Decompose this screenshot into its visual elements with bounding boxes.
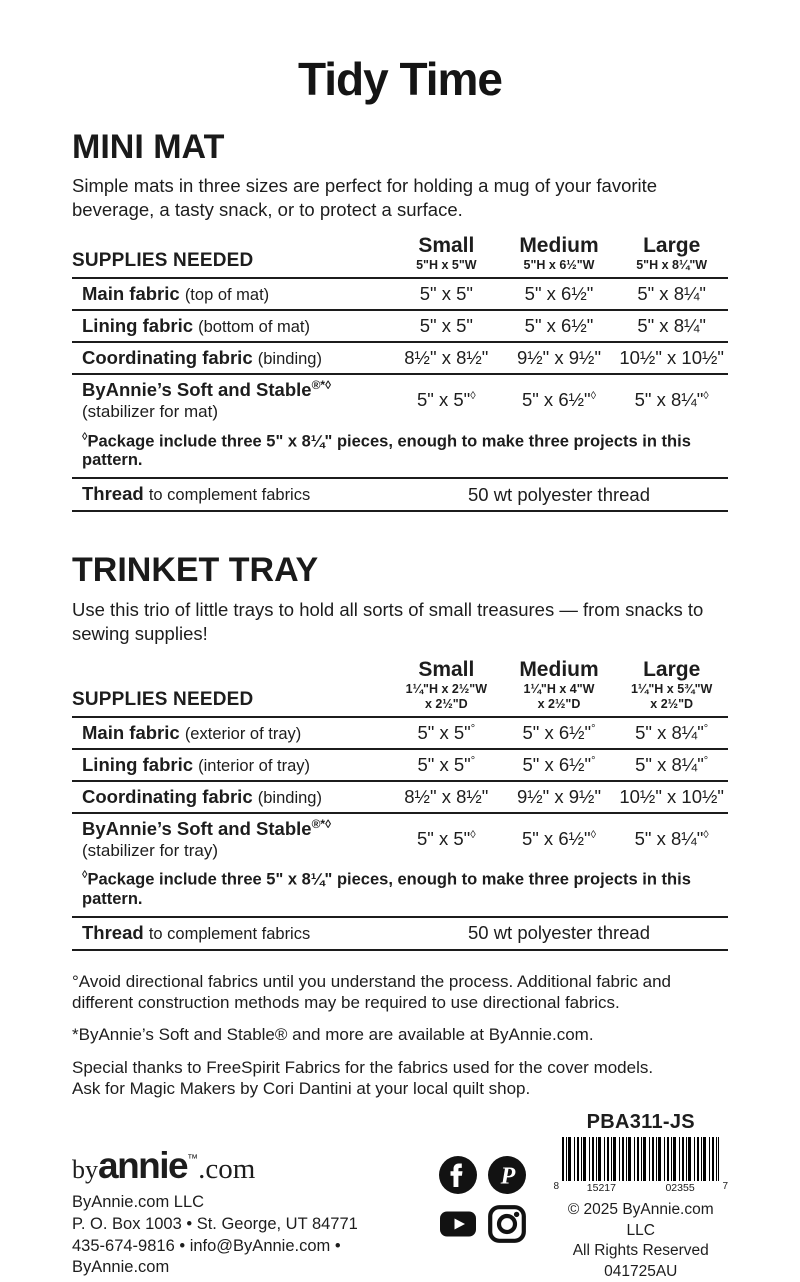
page-title: Tidy Time xyxy=(297,53,503,105)
company-name: ByAnnie.com LLC xyxy=(72,1192,205,1211)
footer xyxy=(72,1111,728,1282)
table-row-main-fabric: Main fabric (exterior of tray) 5" x 5"° 5" x 6½"° 5" x 8¼"° xyxy=(72,716,728,748)
youtube-icon xyxy=(438,1204,478,1244)
barcode-digit-right: 7 xyxy=(722,1181,728,1193)
mini-mat-description: Simple mats in three sizes are perfect for holding a mug of your favorite beverage, a tasty snack, or to protect a surface. xyxy=(72,174,658,221)
byannie-logo: byannie™.com xyxy=(72,1144,256,1186)
trinket-tray-supplies-table xyxy=(72,658,728,951)
copyright-line: © 2025 ByAnnie.com LLC xyxy=(567,1201,714,1239)
company-phone-email: 435-674-9816 • info@ByAnnie.com • ByAnnie.com xyxy=(72,1236,341,1277)
svg-text:P: P xyxy=(501,1163,516,1190)
column-header-medium: Medium 5"H x 6½"W xyxy=(519,234,599,273)
table-row-lining-fabric: Lining fabric (bottom of mat) 5" x 5" 5" x 6½" 5" x 8¼" xyxy=(72,309,728,341)
upc-barcode: 8 15217 02355 7 xyxy=(553,1137,728,1194)
table-row-coordinating-fabric: Coordinating fabric (binding) 8½" x 8½" 9½" x 9½" 10½" x 10½" xyxy=(72,780,728,812)
table-row-lining-fabric: Lining fabric (interior of tray) 5" x 5"° 5" x 6½"° 5" x 8¼"° xyxy=(72,748,728,780)
barcode-digit-left: 8 xyxy=(553,1181,560,1193)
footnote-availability: *ByAnnie’s Soft and Stable® and more are available at ByAnnie.com. xyxy=(72,1025,594,1045)
rights-line: All Rights Reserved xyxy=(572,1242,709,1260)
column-header-large: Large 5"H x 8¼"W xyxy=(636,234,708,273)
supplies-needed-label: SUPPLIES NEEDED xyxy=(72,688,254,710)
column-header-medium: Medium 1¼"H x 4"W x 2½"D xyxy=(519,657,599,711)
table-row-thread: Thread to complement fabrics 50 wt polyester thread xyxy=(72,916,728,951)
table-row-main-fabric: Main fabric (top of mat) 5" x 5" 5" x 6½" 5" x 8¼" xyxy=(72,277,728,309)
table-header-row xyxy=(72,234,728,277)
trinket-tray-description: Use this trio of little trays to hold all sorts of small treasures — from snacks to sewing supplies! xyxy=(72,598,704,644)
section-trinket-tray xyxy=(72,552,728,951)
column-header-large: Large 1¼"H x 5¾"W x 2½"D xyxy=(630,657,713,711)
print-code: 041725AU xyxy=(604,1262,678,1280)
table-row-soft-and-stable: ByAnnie’s Soft and Stable®*◊ (stabilizer for mat) 5" x 5"◊ 5" x 6½"◊ 5" x 8¼"◊ xyxy=(72,373,728,426)
mini-mat-heading: MINI MAT xyxy=(72,127,225,166)
barcode-bars xyxy=(562,1137,719,1181)
column-header-small: Small 5"H x 5"W xyxy=(416,234,477,273)
footnote-thanks: Special thanks to FreeSpirit Fabrics for the fabrics used for the cover models. Ask for Magic Makers by Cori Dantini at your local quilt shop. xyxy=(72,1057,654,1099)
table-header-row xyxy=(72,658,728,716)
company-address: P. O. Box 1003 • St. George, UT 84771 xyxy=(72,1214,358,1233)
package-note: ◊Package include three 5" x 8¼" pieces, enough to make three projects in this pattern. xyxy=(82,430,691,470)
table-row-soft-and-stable: ByAnnie’s Soft and Stable®*◊ (stabilizer for tray) 5" x 5"◊ 5" x 6½"◊ 5" x 8¼"◊ xyxy=(72,812,728,865)
package-note: ◊Package include three 5" x 8¼" pieces, enough to make three projects in this pattern. xyxy=(82,869,691,908)
copyright-block xyxy=(553,1200,728,1282)
social-icons xyxy=(438,1111,527,1244)
instagram-icon xyxy=(487,1204,527,1244)
supplies-needed-label: SUPPLIES NEEDED xyxy=(72,250,254,272)
product-id-block xyxy=(553,1111,728,1282)
publisher-block xyxy=(72,1111,406,1280)
pattern-sku: PBA311-JS xyxy=(586,1110,695,1133)
trinket-tray-heading: TRINKET TRAY xyxy=(72,551,319,590)
table-row-coordinating-fabric: Coordinating fabric (binding) 8½" x 8½" 9½" x 9½" 10½" x 10½" xyxy=(72,341,728,373)
footnotes xyxy=(72,971,728,1100)
column-header-small: Small 1¼"H x 2½"W x 2½"D xyxy=(405,657,487,711)
table-row-thread: Thread to complement fabrics 50 wt polyester thread xyxy=(72,477,728,512)
section-mini-mat xyxy=(72,129,728,513)
footnote-directional: °Avoid directional fabrics until you understand the process. Additional fabric and different construction methods may be required to use directional fabrics. xyxy=(72,971,672,1013)
pinterest-icon xyxy=(487,1155,527,1195)
mini-mat-supplies-table xyxy=(72,234,728,512)
publisher-contact xyxy=(72,1192,406,1280)
facebook-icon xyxy=(438,1155,478,1195)
